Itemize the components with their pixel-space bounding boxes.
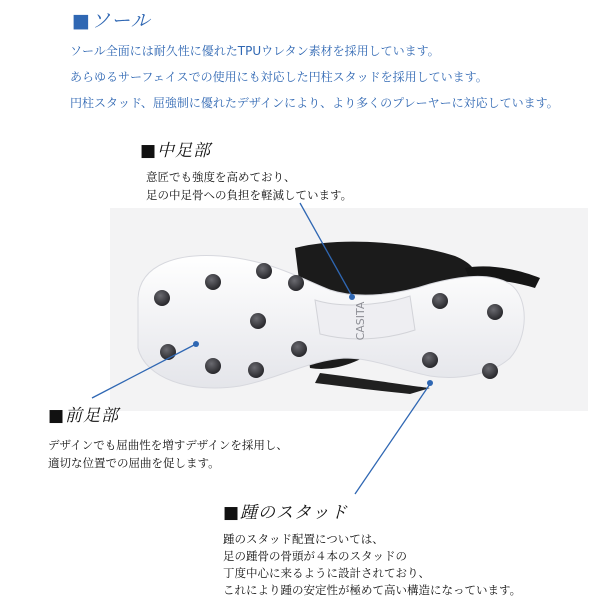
heel-pointer-line: [355, 384, 430, 494]
midfoot-pointer-line: [300, 203, 352, 296]
midfoot-description-line-1: 意匠でも強度を高めており、: [146, 170, 296, 184]
heel-pointer-dot: [427, 380, 433, 386]
forefoot-pointer-dot: [193, 341, 199, 347]
forefoot-pointer-line: [92, 344, 196, 398]
sole-description-line-2: あらゆるサーフェイスでの使用にも対応した円柱スタッドを採用しています。: [70, 70, 488, 84]
heel-description-line-2: 足の踵骨の骨頭が４本のスタッドの: [223, 549, 407, 563]
sole-description-line-3: 円柱スタッド、屈強制に優れたデザインにより、より多くのプレーヤーに対応しています。: [70, 96, 559, 110]
heel-description-line-4: これにより踵の安定性が極めて高い構造になっています。: [223, 583, 522, 597]
brand-logo-text: CASITA: [354, 301, 367, 341]
heel-stud-section-title: ■踵のスタッド: [223, 503, 349, 523]
midfoot-section-title: ■中足部: [140, 141, 212, 161]
heel-description-line-3: 丁度中心に来るように設計されており、: [223, 566, 430, 580]
forefoot-description-line-2: 適切な位置での屈曲を促します。: [48, 456, 220, 470]
forefoot-description-line-1: デザインでも屈曲性を増すデザインを採用し、: [48, 438, 288, 452]
sole-section-title: ■ソール: [72, 10, 151, 32]
sole-description-line-1: ソール全面には耐久性に優れたTPUウレタン素材を採用しています。: [70, 44, 440, 58]
midfoot-pointer-dot: [349, 294, 355, 300]
midfoot-description-line-2: 足の中足骨への負担を軽減しています。: [146, 188, 353, 202]
heel-description-line-1: 踵のスタッド配置については、: [223, 532, 384, 546]
forefoot-section-title: ■前足部: [48, 406, 120, 426]
